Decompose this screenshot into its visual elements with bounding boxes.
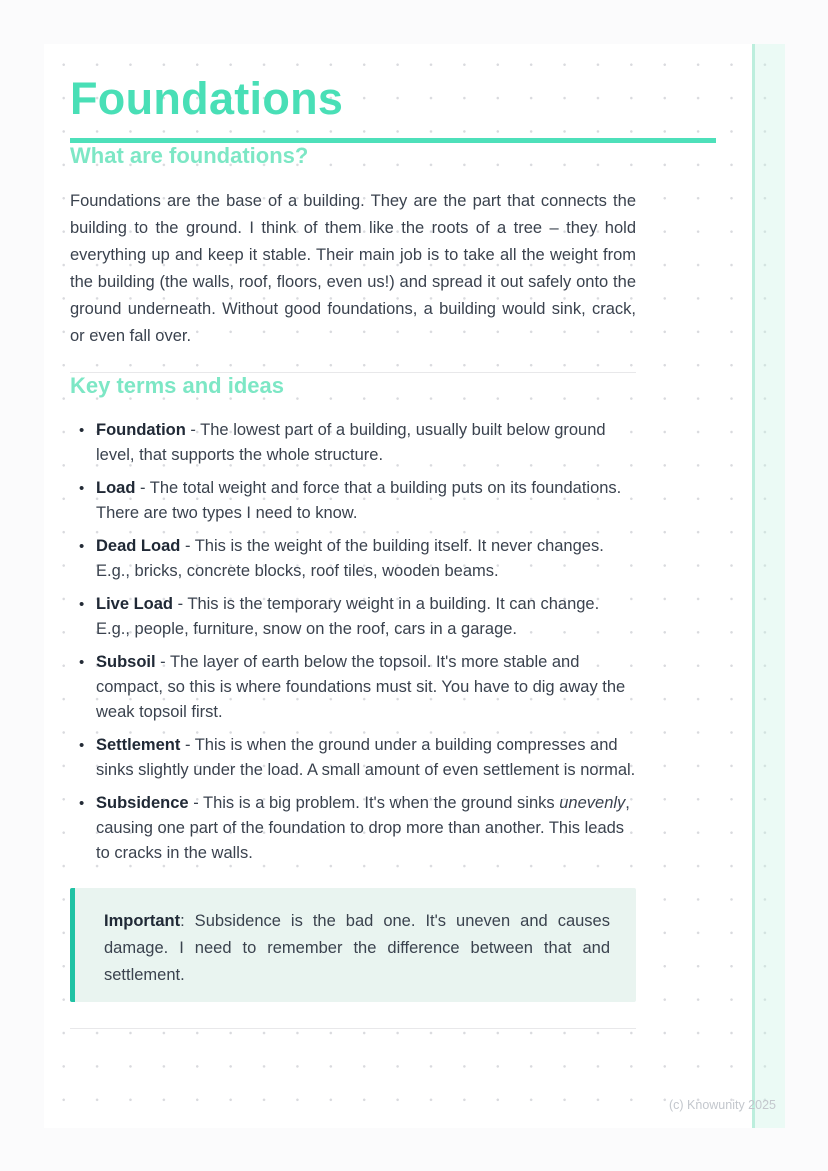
key-term-item (70, 791, 636, 866)
key-term-item (70, 592, 636, 642)
bullet-dot: • (79, 596, 85, 613)
section-heading-what-are-foundations: What are foundations? (70, 143, 309, 168)
key-term-name: Dead Load (96, 537, 181, 555)
bullet-dot: • (79, 538, 85, 555)
page-title: Foundations (70, 73, 344, 124)
key-term-item (70, 418, 636, 468)
key-term-name: Subsoil (96, 653, 156, 671)
important-callout (70, 888, 636, 1002)
key-term-item (70, 733, 636, 783)
key-term-name: Subsidence (96, 794, 189, 812)
key-term-item (70, 650, 636, 725)
key-term-name: Settlement (96, 736, 181, 754)
callout-body: : Subsidence is the bad one. It's uneven and causes damage. I need to remember the difference between that and settlement. (104, 912, 610, 984)
intro-paragraph: Foundations are the base of a building. They are the part that connects the building to the ground. I think of them like the roots of a tree – they hold everything up and keep it stable. Their main job is to take all the weight from the building (the walls, roof, floors, even us!) and spread it out safely onto the ground underneath. Without good foundations, a building would sink, crack, or even fall over. (70, 192, 636, 345)
section-heading-key-terms: Key terms and ideas (70, 373, 284, 398)
key-term-text: Dead Load - This is the weight of the building itself. It never changes. E.g., bricks, concrete blocks, roof tiles, wooden beams. (96, 537, 604, 580)
callout-text (104, 908, 610, 989)
page-edge-strip (752, 44, 785, 1128)
key-term-name: Foundation (96, 421, 186, 439)
bullet-dot: • (79, 795, 85, 812)
key-term-item (70, 476, 636, 526)
dot-grid-background (44, 44, 785, 1128)
key-term-text: Subsoil - The layer of earth below the topsoil. It's more stable and compact, so this is where foundations must sit. You have to dig away the weak topsoil first. (96, 653, 626, 721)
bullet-dot: • (79, 737, 85, 754)
bullet-dot: • (79, 654, 85, 671)
key-term-text: Subsidence - This is a big problem. It's when the ground sinks unevenly, causing one part of the foundation to drop more than another. This leads to cracks in the walls. (96, 794, 630, 862)
key-term-text: Settlement - This is when the ground under a building compresses and sinks slightly under the load. A small amount of even settlement is normal. (96, 736, 636, 779)
key-terms-list (70, 418, 636, 866)
key-term-item (70, 534, 636, 584)
bottom-divider (70, 1028, 636, 1029)
key-term-text: Live Load - This is the temporary weight in a building. It can change. E.g., people, furniture, snow on the roof, cars in a garage. (96, 595, 600, 638)
content-area (70, 44, 636, 1029)
italic-word: unevenly (559, 794, 626, 812)
footer-copyright: (c) Knowunity 2025 (668, 1098, 776, 1112)
callout-label: Important (104, 912, 181, 930)
bullet-dot: • (79, 480, 85, 497)
key-term-text: Foundation - The lowest part of a building, usually built below ground level, that supports the whole structure. (96, 421, 606, 464)
key-term-name: Live Load (96, 595, 174, 613)
key-term-name: Load (96, 479, 136, 497)
bullet-dot: • (79, 422, 85, 439)
key-term-text: Load - The total weight and force that a building puts on its foundations. There are two types I need to know. (96, 479, 622, 522)
